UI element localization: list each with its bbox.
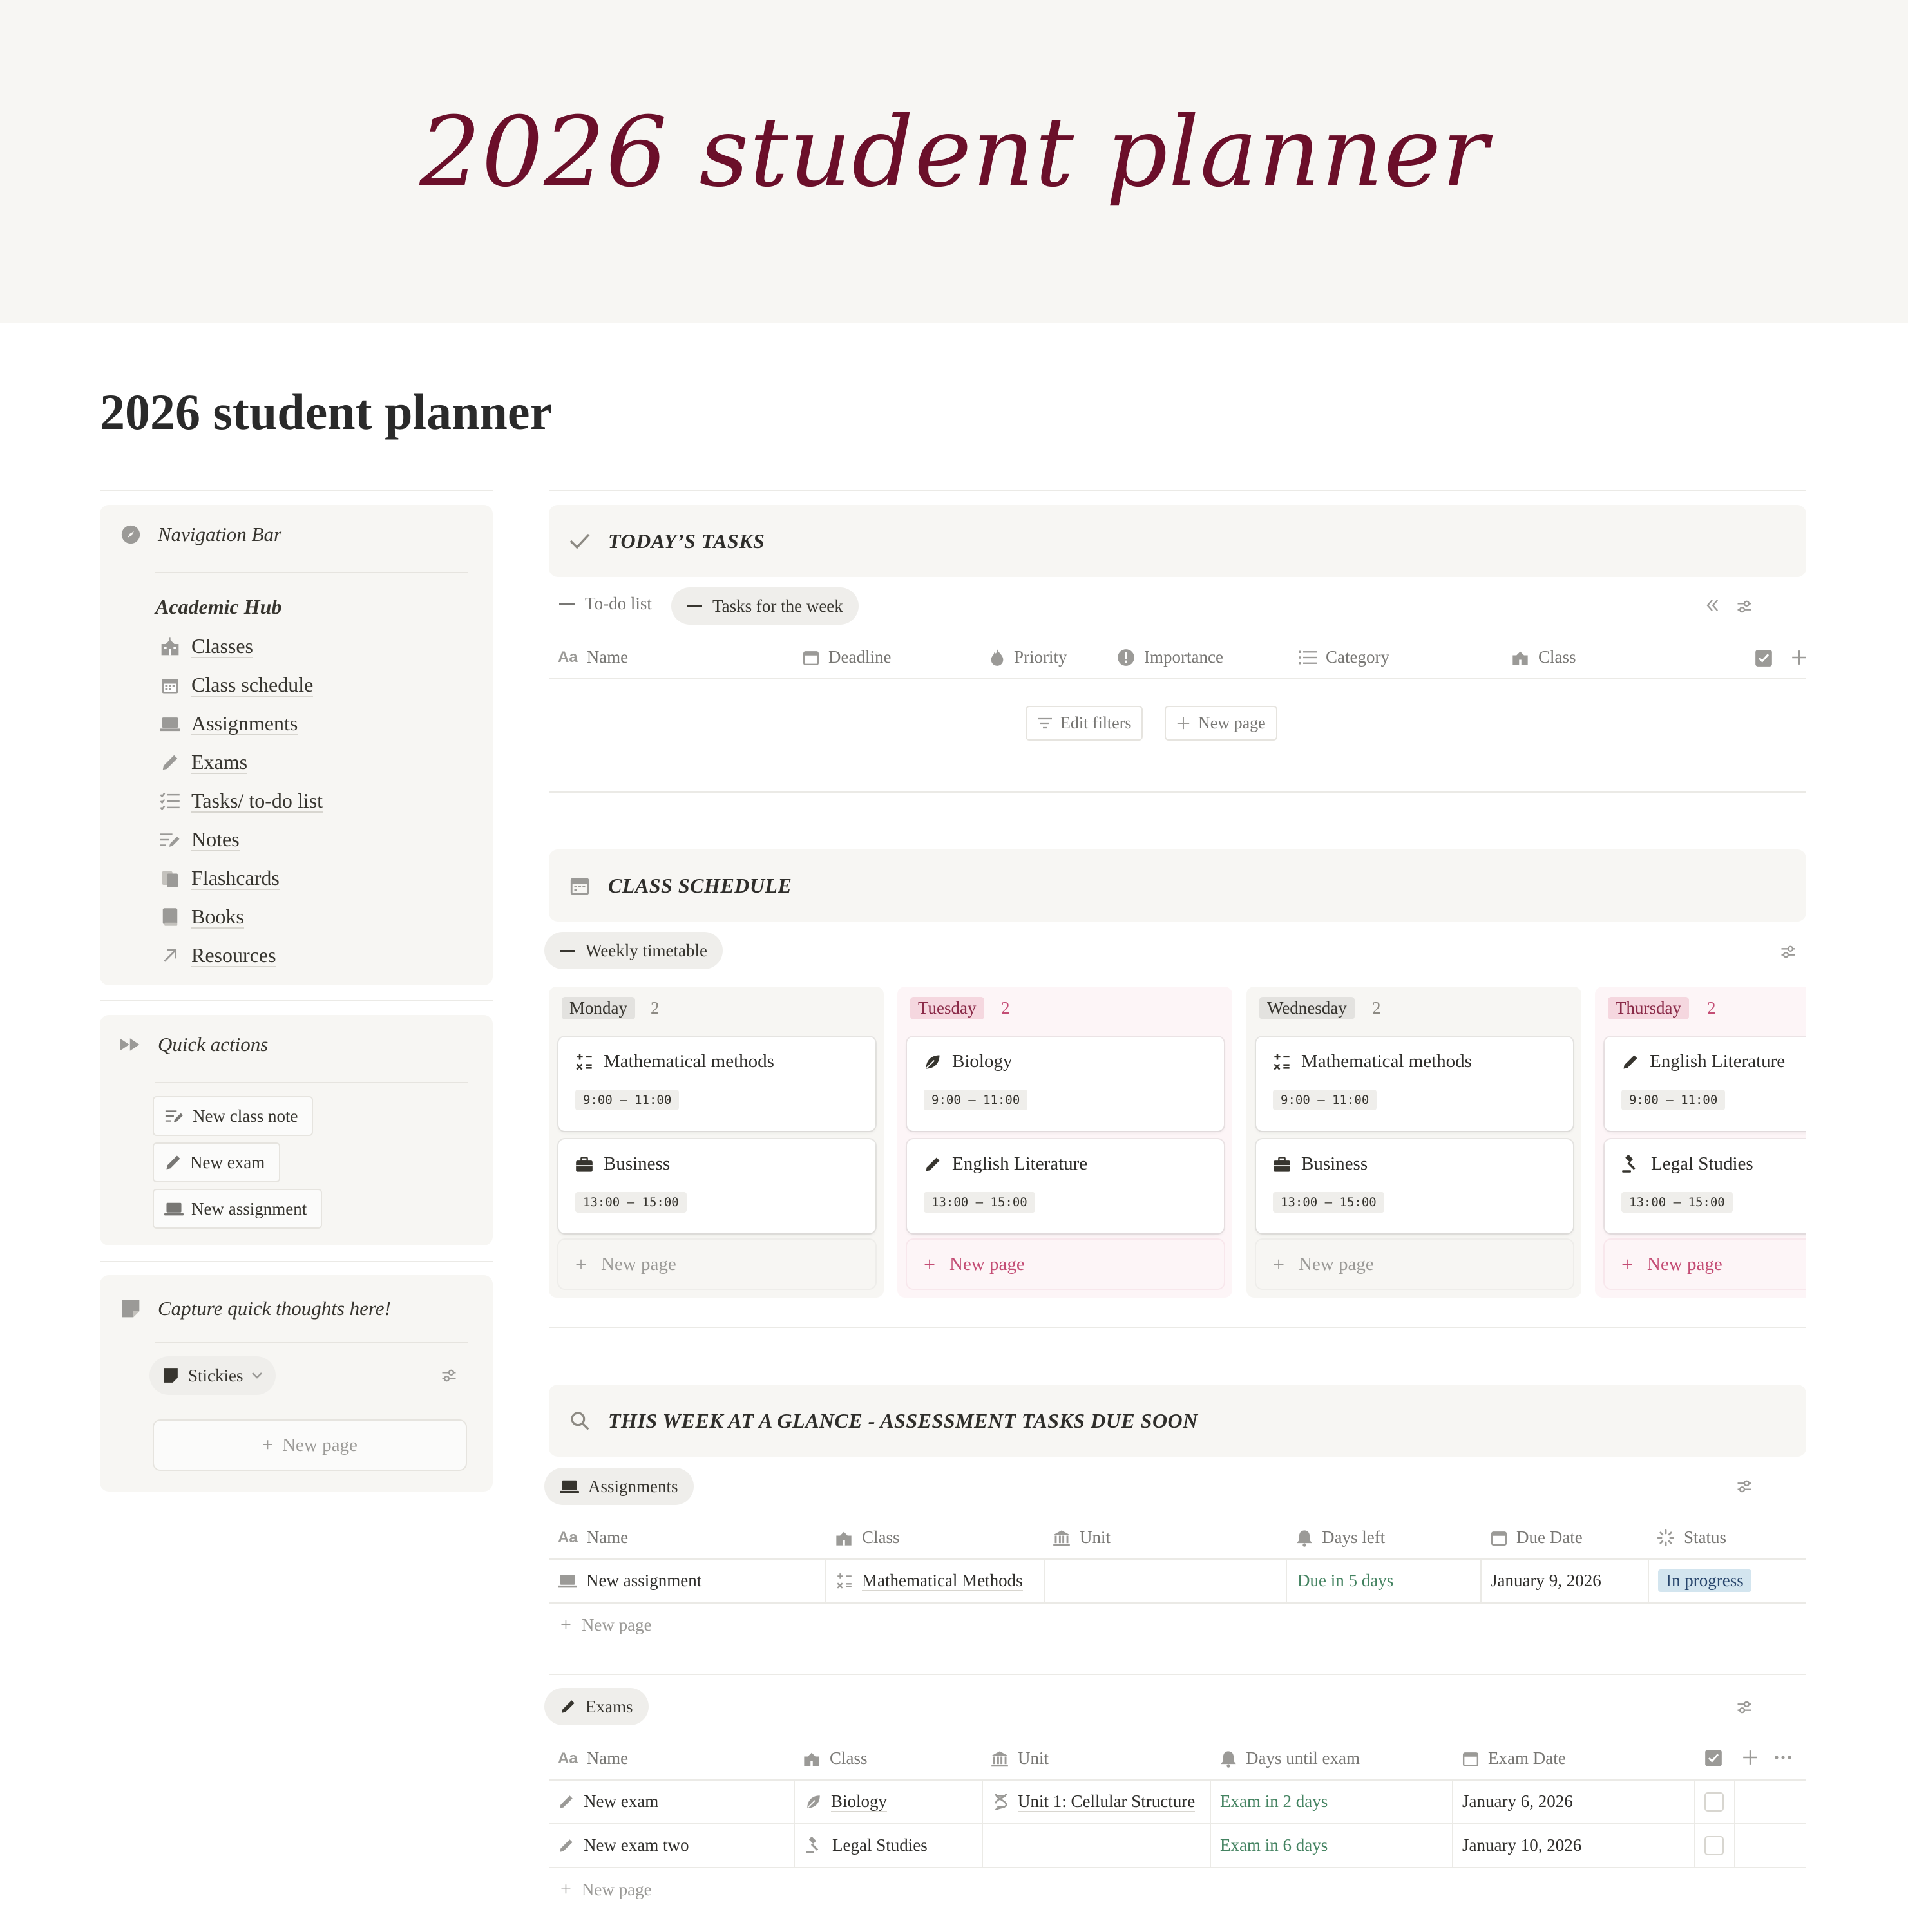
- new-exam-button[interactable]: New exam: [153, 1142, 280, 1182]
- stickies-view-tab[interactable]: Stickies: [149, 1356, 276, 1395]
- table-row[interactable]: [549, 1824, 1806, 1867]
- list-icon: [1299, 649, 1317, 666]
- bell-icon: [1220, 1750, 1237, 1768]
- text-aa-icon: Aa: [558, 648, 578, 666]
- briefcase-icon: [575, 1156, 593, 1173]
- plus-icon: +: [575, 1252, 587, 1276]
- column-tag-wednesday: Wednesday: [1259, 997, 1355, 1019]
- fire-icon: [989, 649, 1005, 667]
- row-status[interactable]: [1658, 1569, 1751, 1592]
- nav-item-label: Notes: [191, 828, 240, 851]
- assignments-view-tab[interactable]: Assignments: [544, 1468, 694, 1505]
- divider: [549, 791, 1806, 793]
- column-header-category[interactable]: Category: [1299, 647, 1389, 667]
- leaf-icon: [924, 1053, 942, 1071]
- institution-icon: [991, 1750, 1009, 1767]
- row-name: New exam: [558, 1792, 658, 1812]
- row-days-until-exam: Exam in 2 days: [1220, 1792, 1328, 1811]
- academic-hub-heading: Academic Hub: [155, 595, 282, 618]
- laptop-icon: [558, 1573, 577, 1589]
- column-header-exam-date[interactable]: Exam Date: [1462, 1748, 1566, 1768]
- pencil-icon: [924, 1155, 942, 1173]
- math-icon: [1273, 1053, 1291, 1071]
- new-class-note-button[interactable]: New class note: [153, 1096, 313, 1136]
- arrow-up-right-icon: [158, 947, 182, 964]
- new-page-button[interactable]: + New page: [1256, 1240, 1573, 1289]
- nav-item-label: Class schedule: [191, 673, 314, 696]
- plus-icon: +: [924, 1252, 936, 1276]
- new-page-button[interactable]: + New page: [153, 1419, 467, 1471]
- notes-icon: [158, 830, 182, 849]
- calendar-icon: [567, 873, 593, 898]
- checkbox-column-icon[interactable]: [1755, 649, 1773, 667]
- class-card[interactable]: Legal Studies 13:00 – 15:00: [1605, 1139, 1806, 1233]
- school-icon: [158, 637, 182, 656]
- plus-icon: [1176, 716, 1190, 730]
- plus-icon: +: [1621, 1252, 1634, 1276]
- nav-item-exams[interactable]: [158, 743, 323, 782]
- nav-item-flashcards[interactable]: [158, 859, 323, 898]
- board-column-tuesday: [897, 987, 1232, 1298]
- pencil-icon: [1621, 1053, 1639, 1071]
- nav-item-label: Flashcards: [191, 866, 280, 889]
- pencil-icon: [558, 1837, 575, 1854]
- tab-tasks-for-the-week[interactable]: Tasks for the week: [671, 587, 859, 625]
- nav-item-label: Tasks/ to-do list: [191, 789, 323, 812]
- pencil-icon: [158, 753, 182, 772]
- class-time: 9:00 – 11:00: [1621, 1090, 1725, 1110]
- column-count: 2: [1001, 998, 1010, 1018]
- checkmark-icon: [567, 528, 593, 554]
- briefcase-icon: [1273, 1156, 1291, 1173]
- nav-item-assignments[interactable]: [158, 705, 323, 743]
- week-at-a-glance-header: THIS WEEK AT A GLANCE - ASSESSMENT TASKS DUE SOON: [549, 1385, 1806, 1457]
- row-class[interactable]: Biology: [805, 1792, 887, 1812]
- checklist-icon: [158, 791, 182, 811]
- exclamation-circle-icon: [1117, 649, 1135, 667]
- column-count: 2: [651, 998, 660, 1018]
- calendar-icon: [1462, 1750, 1479, 1767]
- class-time: 9:00 – 11:00: [924, 1090, 1027, 1110]
- nav-item-tasks[interactable]: [158, 782, 323, 820]
- settings-sliders-icon[interactable]: [1735, 1698, 1753, 1716]
- quick-thoughts-title: Capture quick thoughts here!: [158, 1297, 391, 1320]
- compass-icon: [119, 523, 142, 546]
- divider: [549, 490, 1806, 491]
- page-title: 2026 student planner: [100, 384, 553, 440]
- dna-icon: [993, 1793, 1009, 1811]
- gavel-icon: [1621, 1155, 1641, 1173]
- row-name: New exam two: [558, 1835, 689, 1855]
- fast-forward-icon: [119, 1033, 142, 1056]
- calendar-icon: [1491, 1530, 1507, 1546]
- row-class[interactable]: Mathematical Methods: [836, 1571, 1023, 1591]
- divider: [549, 1327, 1806, 1328]
- row-exam-date: January 6, 2026: [1462, 1792, 1573, 1811]
- nav-item-label: Resources: [191, 943, 276, 967]
- exams-view-tab[interactable]: Exams: [544, 1688, 649, 1725]
- column-count: 2: [1707, 998, 1716, 1018]
- navigation-card: [100, 505, 493, 985]
- class-time: 9:00 – 11:00: [1273, 1090, 1377, 1110]
- pencil-icon: [558, 1794, 575, 1810]
- nav-item-notes[interactable]: [158, 820, 323, 859]
- cover-banner: [0, 0, 1908, 323]
- column-header-importance[interactable]: Importance: [1117, 647, 1223, 667]
- notes-icon: [164, 1108, 185, 1124]
- text-aa-icon: Aa: [558, 1528, 578, 1546]
- row-days-until-exam: Exam in 6 days: [1220, 1835, 1328, 1855]
- pencil-icon: [164, 1153, 182, 1171]
- nav-item-label: Classes: [191, 634, 253, 658]
- bell-icon: [1296, 1529, 1313, 1547]
- pencil-icon: [560, 1698, 577, 1715]
- nav-item-class-schedule[interactable]: [158, 666, 323, 705]
- edit-filters-button[interactable]: Edit filters: [1026, 706, 1143, 741]
- column-header-days-left[interactable]: Days left: [1296, 1528, 1385, 1548]
- row-unit[interactable]: Unit 1: Cellular Structure: [993, 1792, 1195, 1812]
- quick-thoughts-card: [100, 1275, 493, 1492]
- class-card[interactable]: Mathematical methods 9:00 – 11:00: [558, 1037, 875, 1131]
- gavel-icon: [805, 1837, 823, 1854]
- more-options-icon[interactable]: [1774, 1749, 1792, 1766]
- institution-icon: [1053, 1530, 1071, 1546]
- row-days-left: Due in 5 days: [1297, 1571, 1394, 1590]
- navigation-title: Navigation Bar: [158, 523, 282, 545]
- nav-item-label: Exams: [191, 750, 248, 773]
- nav-item-classes[interactable]: [158, 627, 323, 666]
- new-page-button[interactable]: + New page: [907, 1240, 1224, 1289]
- divider: [100, 1261, 493, 1262]
- board-column-wednesday: [1246, 987, 1581, 1298]
- new-assignment-button[interactable]: New assignment: [153, 1189, 322, 1229]
- quick-actions-card: [100, 1015, 493, 1245]
- loading-spinner-icon: [1657, 1529, 1675, 1547]
- board-column-thursday: [1595, 987, 1806, 1298]
- class-time: 13:00 – 15:00: [575, 1192, 687, 1213]
- column-header-due-date[interactable]: Due Date: [1491, 1528, 1583, 1548]
- column-tag-monday: Monday: [562, 997, 635, 1019]
- banner-title: 2026 student planner: [419, 97, 1489, 209]
- class-card[interactable]: English Literature 13:00 – 15:00: [907, 1139, 1224, 1233]
- column-header-deadline[interactable]: Deadline: [803, 647, 891, 667]
- divider: [100, 1000, 493, 1001]
- class-card[interactable]: English Literature 9:00 – 11:00: [1605, 1037, 1806, 1131]
- laptop-icon: [164, 1200, 184, 1217]
- new-page-button[interactable]: + New page: [1605, 1240, 1806, 1289]
- dash-icon: [687, 605, 702, 607]
- row-class[interactable]: Legal Studies: [805, 1835, 928, 1855]
- column-header-class[interactable]: Class: [1511, 647, 1576, 667]
- new-page-button[interactable]: + New page: [560, 1879, 652, 1900]
- search-icon: [567, 1408, 593, 1434]
- class-card[interactable]: Business 13:00 – 15:00: [558, 1139, 875, 1233]
- nav-item-resources[interactable]: [158, 936, 323, 975]
- dash-icon: [559, 603, 575, 605]
- column-header-class[interactable]: Class: [835, 1528, 900, 1548]
- chevron-down-icon: [251, 1372, 263, 1379]
- row-checkbox[interactable]: [1704, 1792, 1724, 1812]
- row-checkbox[interactable]: [1704, 1836, 1724, 1855]
- plus-icon: +: [262, 1434, 274, 1455]
- filter-icon: [1037, 717, 1053, 730]
- column-tag-tuesday: Tuesday: [910, 997, 984, 1019]
- todays-tasks-header: TODAY’S TASKS: [549, 505, 1806, 577]
- text-aa-icon: Aa: [558, 1749, 578, 1767]
- new-page-button[interactable]: New page: [1165, 706, 1277, 741]
- quick-actions-title: Quick actions: [158, 1033, 269, 1056]
- settings-sliders-icon[interactable]: [1735, 1477, 1753, 1495]
- school-icon: [803, 1750, 821, 1767]
- nav-item-books[interactable]: [158, 898, 323, 936]
- book-icon: [158, 907, 182, 927]
- column-header-days-until-exam[interactable]: Days until exam: [1220, 1748, 1360, 1768]
- class-time: 13:00 – 15:00: [1621, 1192, 1733, 1213]
- column-header-unit[interactable]: Unit: [1053, 1528, 1111, 1548]
- class-time: 13:00 – 15:00: [924, 1192, 1035, 1213]
- settings-sliders-icon[interactable]: [1735, 598, 1753, 616]
- class-schedule-header: CLASS SCHEDULE: [549, 849, 1806, 922]
- calendar-icon: [158, 676, 182, 695]
- plus-icon: +: [1273, 1252, 1285, 1276]
- table-row[interactable]: [549, 1781, 1806, 1823]
- laptop-icon: [158, 715, 182, 733]
- board-column-monday: [549, 987, 884, 1298]
- row-due-date: January 9, 2026: [1491, 1571, 1601, 1590]
- plus-icon: +: [560, 1879, 571, 1900]
- row-name: New assignment: [558, 1571, 701, 1591]
- laptop-icon: [560, 1478, 579, 1495]
- sticky-note-icon: [119, 1297, 142, 1320]
- column-header-class[interactable]: Class: [803, 1748, 868, 1768]
- class-time: 13:00 – 15:00: [1273, 1192, 1384, 1213]
- column-tag-thursday: Thursday: [1608, 997, 1689, 1019]
- class-time: 9:00 – 11:00: [575, 1090, 679, 1110]
- column-header-status[interactable]: Status: [1657, 1528, 1726, 1548]
- math-icon: [836, 1573, 853, 1589]
- table-row[interactable]: [549, 1560, 1806, 1602]
- add-column-icon[interactable]: [1742, 1749, 1759, 1766]
- tab-to-do-list[interactable]: To-do list: [559, 594, 652, 614]
- new-page-button[interactable]: + New page: [560, 1614, 652, 1635]
- sticky-note-icon: [162, 1367, 179, 1384]
- status-badge: In progress: [1658, 1569, 1751, 1592]
- leaf-icon: [805, 1794, 822, 1810]
- weekly-timetable-view-tab[interactable]: Weekly timetable: [544, 932, 723, 969]
- class-card[interactable]: Mathematical methods 9:00 – 11:00: [1256, 1037, 1573, 1131]
- nav-item-label: Assignments: [191, 712, 298, 735]
- class-card[interactable]: Biology 9:00 – 11:00: [907, 1037, 1224, 1131]
- divider: [549, 1674, 1806, 1675]
- column-header-name[interactable]: Aa Name: [558, 647, 629, 667]
- school-icon: [1511, 649, 1529, 666]
- calendar-icon: [803, 649, 819, 666]
- row-exam-date: January 10, 2026: [1462, 1835, 1582, 1855]
- column-header-priority[interactable]: Priority: [989, 647, 1067, 667]
- class-card[interactable]: Business 13:00 – 15:00: [1256, 1139, 1573, 1233]
- column-header-name[interactable]: Aa Name: [558, 1528, 629, 1547]
- add-column-icon[interactable]: [1791, 649, 1808, 666]
- settings-sliders-icon[interactable]: [440, 1367, 458, 1385]
- collapse-double-chevron-icon[interactable]: [1703, 596, 1721, 614]
- math-icon: [575, 1053, 593, 1071]
- plus-icon: +: [560, 1614, 571, 1635]
- column-count: 2: [1372, 998, 1381, 1018]
- school-icon: [835, 1530, 853, 1546]
- divider: [100, 490, 493, 491]
- checkbox-column-icon[interactable]: [1704, 1749, 1722, 1767]
- column-header-unit[interactable]: Unit: [991, 1748, 1049, 1768]
- flashcards-icon: [158, 869, 182, 888]
- nav-item-label: Books: [191, 905, 244, 928]
- column-header-name[interactable]: Aa Name: [558, 1748, 629, 1768]
- settings-sliders-icon[interactable]: [1779, 943, 1797, 961]
- dash-icon: [560, 950, 575, 952]
- new-page-button[interactable]: + New page: [558, 1240, 875, 1289]
